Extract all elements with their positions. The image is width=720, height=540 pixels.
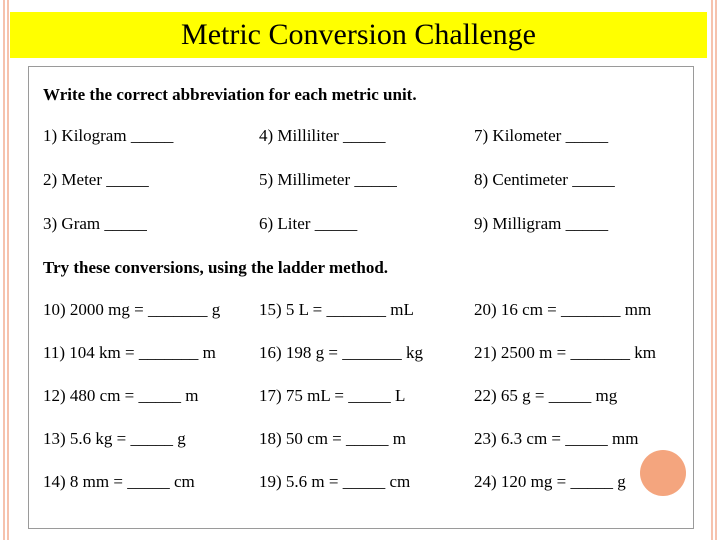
question-item: 1) Kilogram _____: [43, 126, 174, 145]
question-item: 12) 480 cm = _____ m: [43, 386, 199, 405]
left-border-stripe-2: [7, 0, 9, 540]
question-item: 7) Kilometer _____: [474, 126, 609, 145]
right-border-stripe-1: [711, 0, 713, 540]
question-item: 9) Milligram _____: [474, 214, 609, 233]
section1-instruction: Write the correct abbreviation for each metric unit.: [43, 85, 417, 104]
question-item: 2) Meter _____: [43, 170, 149, 189]
right-border-stripe-2: [715, 0, 717, 540]
question-item: 20) 16 cm = _______ mm: [474, 300, 652, 319]
question-item: 23) 6.3 cm = _____ mm: [474, 429, 639, 448]
question-item: 4) Milliliter _____: [259, 126, 386, 145]
left-border-stripe-1: [3, 0, 5, 540]
worksheet-box: [28, 66, 694, 529]
question-item: 8) Centimeter _____: [474, 170, 615, 189]
question-item: 10) 2000 mg = _______ g: [43, 300, 221, 319]
question-item: 17) 75 mL = _____ L: [259, 386, 406, 405]
question-item: 15) 5 L = _______ mL: [259, 300, 414, 319]
question-item: 24) 120 mg = _____ g: [474, 472, 626, 491]
question-item: 19) 5.6 m = _____ cm: [259, 472, 411, 491]
section2-instruction: Try these conversions, using the ladder method.: [43, 258, 389, 277]
question-item: 6) Liter _____: [259, 214, 358, 233]
title-bar: [10, 12, 707, 58]
question-item: 22) 65 g = _____ mg: [474, 386, 618, 405]
question-item: 16) 198 g = _______ kg: [259, 343, 423, 362]
page-title: Metric Conversion Challenge: [181, 18, 536, 51]
question-item: 5) Millimeter _____: [259, 170, 397, 189]
question-item: 13) 5.6 kg = _____ g: [43, 429, 186, 448]
question-item: 14) 8 mm = _____ cm: [43, 472, 195, 491]
question-item: 21) 2500 m = _______ km: [474, 343, 656, 362]
question-item: 3) Gram _____: [43, 214, 147, 233]
question-item: 18) 50 cm = _____ m: [259, 429, 406, 448]
decorative-circle: [640, 450, 686, 496]
question-item: 11) 104 km = _______ m: [43, 343, 216, 362]
